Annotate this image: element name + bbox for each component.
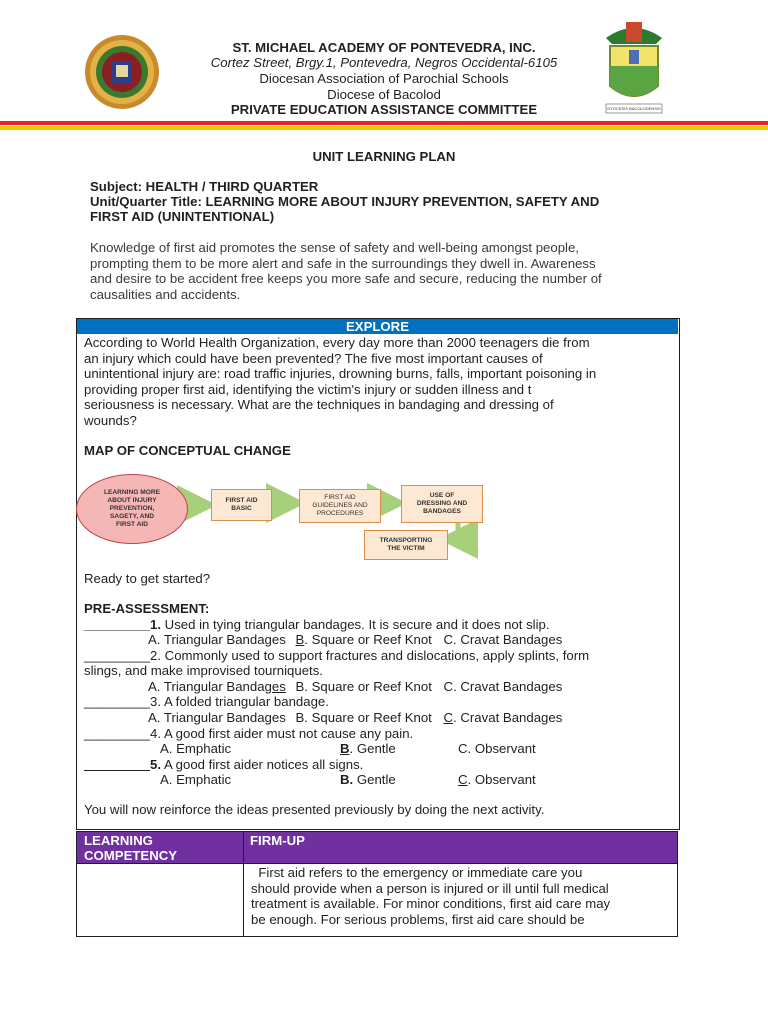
school-name: ST. MICHAEL ACADEMY OF PONTEVEDRA, INC. [232, 40, 536, 55]
explore-line: According to World Health Organization, every day more than 2000 teenagers die from [84, 335, 590, 350]
association-name: Diocesan Association of Parochial Schools [259, 71, 509, 86]
subject-line: Subject: HEALTH / THIRD QUARTER [90, 179, 319, 194]
intro-line: Knowledge of first aid promotes the sense of safety and well-being amongst people, [90, 240, 579, 255]
choice-c: C. Cravat Bandages [443, 679, 563, 694]
choice-a-4: A. Emphatic [160, 741, 232, 756]
question-5 [84, 757, 363, 773]
map-center-line: ABOUT INJURY [107, 497, 157, 504]
choice-c-letter: C [443, 710, 454, 725]
map-node-line: FIRST AID [225, 497, 258, 504]
choices-3 [148, 710, 562, 726]
answer-blank[interactable]: _________ [84, 694, 151, 709]
choice-a: A. Triangular Bandages [148, 632, 286, 647]
answer-blank[interactable]: _________ [84, 726, 151, 741]
map-node-line: TRANSPORTING [379, 537, 433, 544]
firmup-body [251, 865, 671, 927]
question-3 [84, 694, 329, 710]
map-node-dressing-bandages [401, 485, 483, 523]
question-2 [84, 648, 589, 664]
firmup-line: should provide when a person is injured or ill until full medical [251, 880, 609, 896]
question-number: 3. [150, 694, 162, 709]
choice-b-letter: B. [340, 772, 354, 787]
school-address: Cortez Street, Brgy.1, Pontevedra, Negros Occidental-6105 [210, 55, 558, 70]
question-text: Used in tying triangular bandages. It is secure and it does not slip. [161, 617, 550, 632]
map-center-node [76, 474, 188, 544]
intro-line: causalities and accidents. [90, 286, 241, 302]
question-text: Commonly used to support fractures and dislocations, apply splints, form [161, 648, 590, 663]
firmup-line: be enough. For serious problems, first aid care should be [251, 911, 585, 927]
map-center-line: PREVENTION, [109, 505, 155, 512]
choice-c-5 [458, 772, 536, 788]
question-number: 4. [150, 726, 162, 741]
answer-blank[interactable]: _________ [84, 648, 151, 663]
question-number: 1. [150, 617, 162, 632]
ready-prompt: Ready to get started? [84, 571, 211, 586]
closing-instruction: You will now reinforce the ideas presented previously by doing the next activity. [84, 802, 545, 817]
choice-a: A. Triangular Bandages [148, 710, 286, 725]
diocese-name: Diocese of Bacolod [327, 87, 441, 102]
explore-header-label: EXPLORE [345, 319, 410, 334]
header-line: COMPETENCY [84, 848, 178, 863]
answer-blank[interactable]: _________ [84, 757, 151, 772]
intro-line: and desire to be accident free keeps you more safe and secure, reducing the number of [90, 271, 602, 287]
choice-b: . Gentle [349, 741, 396, 756]
map-center-line: FIRST AID [115, 521, 148, 528]
explore-line: wounds? [84, 412, 137, 428]
map-heading: MAP OF CONCEPTUAL CHANGE [84, 443, 291, 458]
choice-c-letter: C [458, 772, 468, 787]
map-node-line: USE OF [429, 492, 455, 499]
firmup-header: FIRM-UP [250, 833, 305, 848]
learning-competency-header [84, 833, 177, 863]
map-node-guidelines [299, 489, 381, 523]
map-node-line: GUIDELINES AND [312, 502, 368, 509]
question-1 [84, 617, 550, 633]
crest-motto: DYOCESIS BACOLODENSIS [607, 106, 661, 111]
explore-line: an injury which could have been prevented? The five most important causes of [84, 350, 543, 366]
choice-b: B. Square or Reef Knot [295, 679, 432, 694]
pre-assessment-heading: PRE-ASSESSMENT: [84, 601, 210, 616]
question-text: A folded triangular bandage. [161, 694, 329, 709]
choice-a-suffix: es [271, 679, 286, 694]
map-node-line: THE VICTIM [387, 545, 425, 552]
question-text: A good first aider must not cause any pain. [161, 726, 414, 741]
choice-c: . Observant [467, 772, 536, 787]
map-node-line: PROCEDURES [316, 510, 364, 517]
choice-b-4 [340, 741, 396, 757]
explore-line: unintentional injury are: road traffic injuries, drowning burns, falls, important poisoning in [84, 366, 597, 382]
map-node-transporting [364, 530, 448, 560]
map-node-first-aid-basic [211, 489, 272, 521]
choice-c: C. Cravat Bandages [443, 632, 563, 647]
map-node-line: BASIC [231, 505, 252, 512]
firmup-line: First aid refers to the emergency or immediate care you [251, 865, 583, 880]
choice-b-letter: B [340, 741, 350, 756]
choice-b-5 [340, 772, 396, 788]
choices-2 [148, 679, 562, 695]
explore-line: seriousness is necessary. What are the techniques in bandaging and dressing of [84, 397, 554, 413]
choices-1 [148, 632, 562, 648]
map-node-line: FIRST AID [324, 494, 356, 501]
map-center-line: SAGETY, AND [109, 513, 155, 520]
map-center-line: LEARNING MORE [103, 489, 161, 496]
header-line: LEARNING [84, 833, 153, 848]
intro-line: prompting them to be more alert and safe in the surroundings they dwell in. Awareness [90, 255, 596, 271]
question-number: 2. [150, 648, 162, 663]
choice-b-letter: B [295, 632, 305, 647]
choice-a: A. Triangular Bandag [148, 679, 272, 694]
question-2-cont: slings, and make improvised tourniquets. [84, 663, 323, 678]
map-node-line: DRESSING AND [416, 500, 468, 507]
unit-title-line-2: FIRST AID (UNINTENTIONAL) [90, 209, 275, 224]
question-4 [84, 726, 413, 742]
map-node-line: BANDAGES [423, 508, 461, 515]
choice-a-5: A. Emphatic [160, 772, 232, 787]
committee-name: PRIVATE EDUCATION ASSISTANCE COMMITTEE [230, 102, 538, 117]
question-number: 5. [150, 757, 162, 772]
choice-b: B. Square or Reef Knot [295, 710, 432, 725]
answer-blank[interactable]: _________ [84, 617, 151, 632]
choice-c-4: C. Observant [458, 741, 536, 756]
choice-b: Gentle [353, 772, 396, 787]
unit-title-line-1: Unit/Quarter Title: LEARNING MORE ABOUT INJURY PREVENTION, SAFETY AND [90, 194, 600, 209]
choice-b: . Square or Reef Knot [304, 632, 432, 647]
choice-c: . Cravat Bandages [453, 710, 563, 725]
page-title: UNIT LEARNING PLAN [312, 149, 456, 164]
explore-line: providing proper first aid, identifying the victim's injury or sudden illness and t [84, 381, 532, 397]
firmup-line: treatment is available. For minor conditions, first aid care may [251, 896, 611, 912]
question-text: A good first aider notices all signs. [161, 757, 364, 772]
